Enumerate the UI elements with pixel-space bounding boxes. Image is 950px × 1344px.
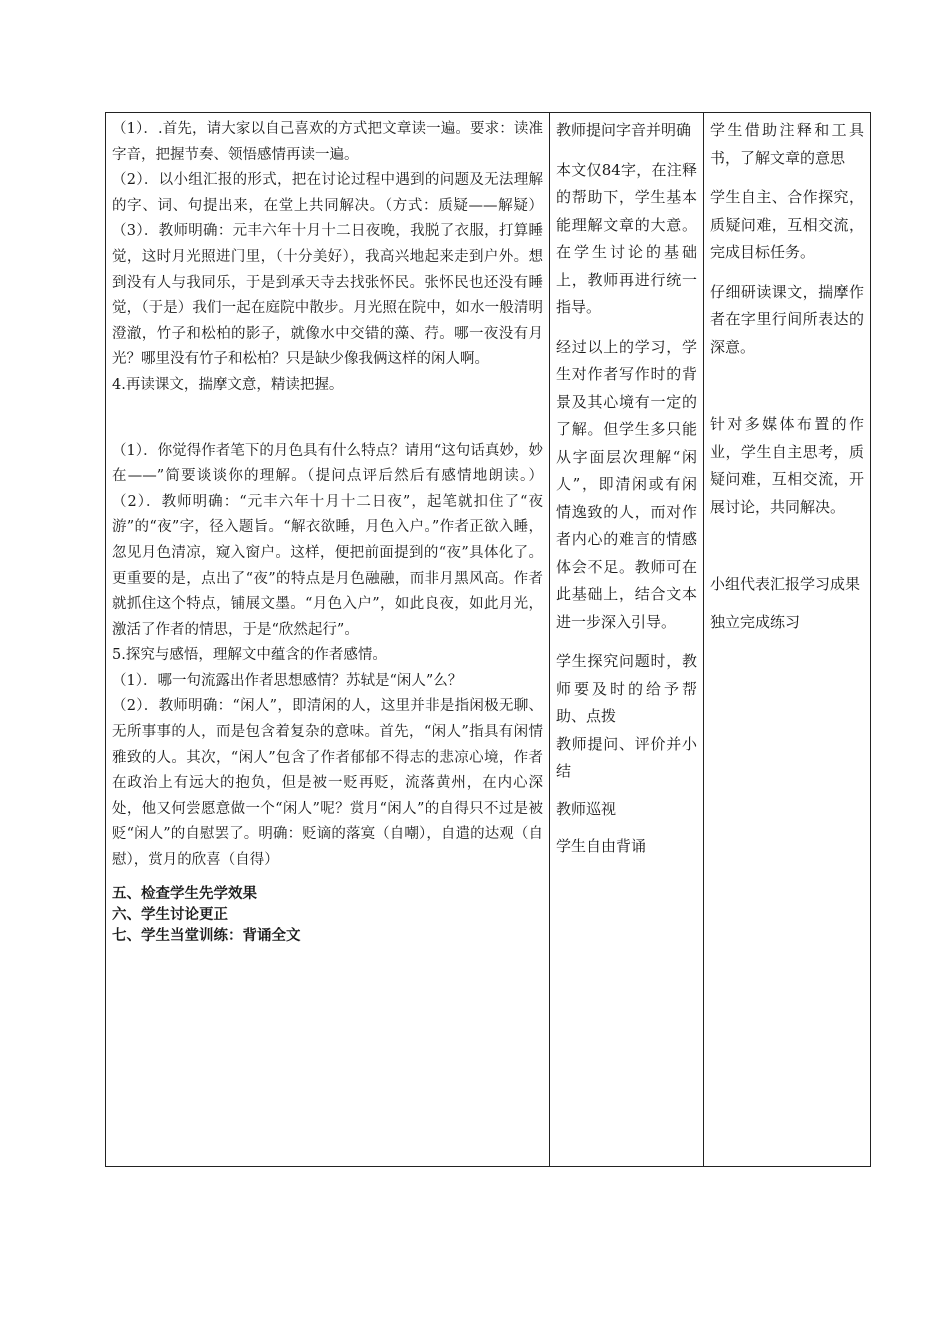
teacher-note-evaluate: 教师提问、评价并小结: [556, 734, 697, 780]
teacher-note-background: 经过以上的学习，学生对作者写作时的背景及其心境有一定的了解。但学生多只能从字面层次理解“闲人”，即清闲或有闲情逸致的人，而对作者内心的难言的情感体会不足。教师可在此基础上，结合文本进一步深入引导。: [556, 337, 697, 631]
paragraph-read-aloud: （1）．.首先，请大家以自己喜欢的方式把文章读一遍。要求：读准字音，把握节奏、领悟感情再读一遍。: [112, 121, 543, 163]
teacher-note-meaning: 本文仅84字，在注释的帮助下，学生基本能理解文章的大意。在学生讨论的基础上，教师再进行统一指导。: [556, 160, 697, 316]
teacher-note-guidance: 学生探究问题时，教师要及时的给予帮助、点拨: [556, 652, 697, 725]
student-note-annotations: 学生借助注释和工具书，了解文章的意思: [710, 121, 864, 167]
step-4-heading: 4.再读课文，揣摩文意，精读把握。: [112, 376, 344, 393]
student-note-study-text: 仔细研读课文，揣摩作者在字里行间所表达的深意。: [710, 282, 864, 356]
student-note-report: 小组代表汇报学习成果: [710, 575, 861, 593]
section-7-heading: 七、学生当堂训练：背诵全文: [112, 927, 301, 944]
paragraph-moonlight-analysis: （1）．你觉得作者笔下的月色具有什么特点？请用“这句话真妙，妙在——”简要谈谈你的理解。（提问点评后然后有感情地朗读。）（2）．教师明确：“元丰六年十月十二日夜”，起笔就扣住了“夜游”的“夜”字，径入题旨。“解衣欲睡，月色入户。”作者正欲入睡，忽见月色清凉，窥入窗户。这样，便把前面提到的“夜”具体化了。更重要的是，点出了“夜”的特点是月色融融，而非月黑风高。作者就抓住这个特点，铺展文墨。“月色入户”，如此良夜，如此月光，激活了作者的情思，于是“欣然起行”。: [112, 442, 543, 638]
table-row: [106, 113, 871, 1167]
teaching-content-cell: [106, 113, 550, 1167]
lesson-plan-table: [105, 112, 871, 1167]
teacher-note-patrol: 教师巡视: [556, 799, 617, 818]
step-5-heading: 5.探究与感悟，理解文中蕴含的作者感情。: [112, 647, 387, 664]
student-note-exercise: 独立完成练习: [710, 612, 801, 631]
teacher-activity-cell: [550, 113, 704, 1167]
section-5-heading: 五、检查学生先学效果: [112, 885, 257, 902]
student-note-multimedia: 针对多媒体布置的作业，学生自主思考，质疑问难，互相交流，开展讨论，共同解决。: [710, 415, 864, 516]
student-note-cooperate: 学生自主、合作探究，质疑问难，互相交流，完成目标任务。: [710, 188, 864, 261]
paragraph-group-report: （2）．以小组汇报的形式，把在讨论过程中遇到的问题及无法理解的字、词、句提出来，在堂上共同解决。（方式：质疑——解疑）（3）．教师明确：元丰六年十月十二日夜晚，我脱了衣服，打算睡觉，这时月光照进门里，（十分美好），我高兴地起来走到户外。想到没有人与我同乐，于是到承天寺去找张怀民。张怀民也还没有睡觉，（于是）我们一起在庭院中散步。月光照在院中，如水一般清明澄澈，竹子和松柏的影子，就像水中交错的藻、荇。哪一夜没有月光？哪里没有竹子和松柏？只是缺少像我俩这样的闲人啊。: [112, 172, 543, 368]
teacher-note-pronunciation: 教师提问字音并明确: [556, 121, 692, 139]
section-6-heading: 六、学生讨论更正: [112, 906, 228, 923]
student-activity-cell: [704, 113, 871, 1167]
teacher-note-recite: 学生自由背诵: [556, 837, 647, 855]
question-idle-person: （1）．哪一句流露出作者思想感情？苏轼是“闲人”么？: [112, 672, 463, 689]
paragraph-idle-person-analysis: （2）．教师明确：“闲人”，即清闲的人，这里并非是指闲极无聊、无所事事的人，而是包含着复杂的意味。首先，“闲人”指具有闲情雅致的人。其次，“闲人”包含了作者郁郁不得志的悲凉心境，作者在政治上有远大的抱负，但是被一贬再贬，流落黄州，在内心深处，他又何尝愿意做一个“闲人”呢？赏月“闲人”的自得只不过是被贬“闲人”的自慰罢了。明确：贬谪的落寞（自嘲），自遣的达观（自慰），赏月的欣喜（自得）: [112, 698, 543, 869]
